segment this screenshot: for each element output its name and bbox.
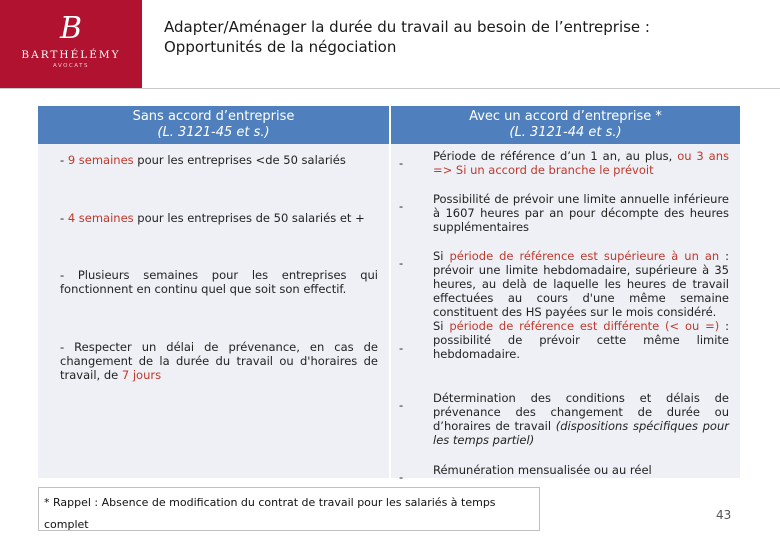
right-item-5 [433,463,729,477]
right-item-1-highlight: ou 3 ans => Si un accord de branche le prévoit [433,149,729,177]
left-column-header [38,106,389,144]
page-number: 43 [716,508,732,522]
left-item-4 [60,340,378,382]
slide-header [0,0,780,88]
right-column-body [391,144,740,484]
right-header-title: Avec un accord d’entreprise * [469,109,662,124]
left-item-4-text: - Respecter un délai de prévenance, en cas de changement de la durée du travail ou d'horaires de travail, de [60,340,378,382]
right-item-3b-bullet: - [399,341,404,355]
left-item-3 [60,268,378,296]
brand-logo [0,0,142,88]
right-item-3-text-d: : possibilité de prévoir cette même limite hebdomadaire. [433,319,729,361]
left-item-3-text: - Plusieurs semaines pour les entreprises qui fonctionnent en continu quel que soit son effectif. [60,268,378,296]
right-item-4 [433,391,729,447]
header-divider [0,88,780,89]
right-item-4-bullet: - [399,398,404,412]
right-header-ref: (L. 3121-44 et s.) [509,125,622,140]
left-header-title: Sans accord d’entreprise [132,109,295,124]
right-item-5-bullet: - [399,470,404,484]
logo-name: BARTHÉLÉMY [21,49,121,61]
right-item-3 [433,249,729,361]
right-item-3-bullet: - [399,256,404,270]
right-item-2 [433,192,729,234]
left-item-1-highlight: 9 semaines [67,153,134,167]
right-item-5-text: Rémunération mensualisée ou au réel [433,463,652,477]
logo-subtitle: AVOCATS [53,63,89,69]
right-column-header [391,106,740,144]
right-item-1 [433,149,729,177]
right-item-3-text-a: Si [433,249,450,263]
left-header-ref: (L. 3121-45 et s.) [157,125,270,140]
right-item-1-text: Période de référence d’un 1 an, au plus, [433,149,678,163]
left-item-2 [60,211,378,225]
right-item-3-highlight-b: période de référence est différente (< ou =) [449,319,720,333]
comparison-table [38,106,740,484]
left-item-1 [60,153,378,167]
right-item-1-bullet: - [399,156,404,170]
right-item-4-text: Détermination des conditions et délais de prévenance des changement de durée ou d’horaires de travail [433,391,729,433]
right-item-3-text-c: Si [433,319,450,333]
right-item-4-italic: (dispositions spécifiques pour les temps partiel) [433,419,729,447]
left-item-2-prefix: - [60,211,68,225]
left-item-2-highlight: 4 semaines [67,211,134,225]
right-item-3-highlight-a: période de référence est supérieure à un an [449,249,720,263]
footnote-text: * Rappel : Absence de modification du contrat de travail pour les salariés à temps complet [44,496,496,531]
right-item-2-bullet: - [399,199,404,213]
logo-monogram-icon: B [59,11,83,46]
slide-title: Adapter/Aménager la durée du travail au besoin de l’entreprise : Opportunités de la négociation [164,18,650,56]
footnote-box [38,487,540,531]
right-item-2-text: Possibilité de prévoir une limite annuelle inférieure à 1607 heures par an pour décompte des heures supplémentaires [433,192,729,234]
left-item-4-highlight: 7 jours [121,368,162,382]
left-item-2-text: pour les entreprises de 50 salariés et + [133,211,365,225]
left-item-1-prefix: - [60,153,68,167]
left-column-body [38,144,389,478]
left-item-1-text: pour les entreprises <de 50 salariés [133,153,346,167]
right-item-3-text-b: : prévoir une limite hebdomadaire, supérieure à 35 heures, au delà de laquelle les heures de travail effectuées au cours d'une même semaine constituent des HS payées sur le mois considéré. [433,249,729,319]
